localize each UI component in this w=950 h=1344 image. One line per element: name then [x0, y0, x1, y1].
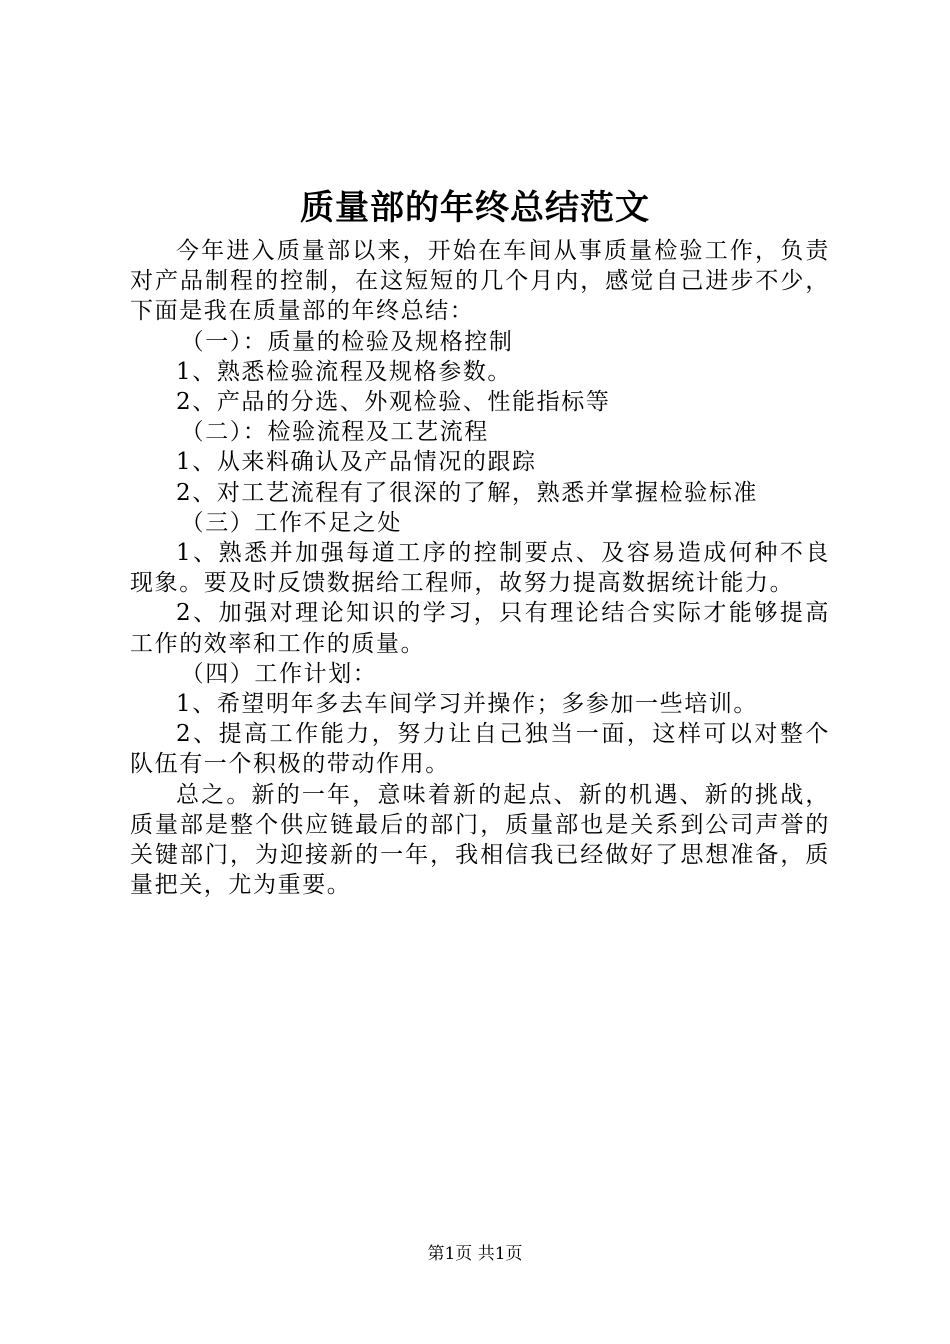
paragraph: 2、提高工作能力，努力让自己独当一面，这样可以对整个队伍有一个积极的带动作用。 [130, 721, 830, 778]
paragraph: 1、从来料确认及产品情况的跟踪 [176, 449, 537, 476]
page-footer: 第1页 共1页 [427, 1244, 523, 1264]
paragraph: 总之。新的一年，意味着新的起点、新的机遇、新的挑战，质量部是整个供应链最后的部门，质量部也是关系到公司声誉的关键部门，为迎接新的一年，我相信我已经做好了思想准备，质量把关，尤为重要。 [130, 781, 830, 899]
paragraph: 1、熟悉并加强每道工序的控制要点、及容易造成何种不良现象。要及时反馈数据给工程师，故努力提高数据统计能力。 [130, 540, 830, 597]
document-body [130, 236, 830, 900]
document-title: 质量部的年终总结范文 [300, 188, 650, 228]
paragraph: 今年进入质量部以来，开始在车间从事质量检验工作，负责对产品制程的控制，在这短短的几个月内，感觉自己进步不少，下面是我在质量部的年终总结： [130, 238, 830, 325]
paragraph: 1、希望明年多去车间学习并操作；多参加一些培训。 [176, 691, 759, 718]
section-heading: （三）工作不足之处 [180, 509, 402, 536]
paragraph: 2、加强对理论知识的学习，只有理论结合实际才能够提高工作的效率和工作的质量。 [130, 600, 830, 657]
paragraph: 2、产品的分选、外观检验、性能指标等 [176, 389, 611, 416]
section-heading: （四）工作计划： [180, 660, 378, 687]
section-heading: （一）：质量的检验及规格控制 [180, 328, 514, 355]
section-heading: （二）：检验流程及工艺流程 [180, 419, 489, 446]
paragraph: 1、熟悉检验流程及规格参数。 [176, 358, 513, 385]
paragraph: 2、对工艺流程有了很深的了解，熟悉并掌握检验标准 [176, 479, 759, 506]
